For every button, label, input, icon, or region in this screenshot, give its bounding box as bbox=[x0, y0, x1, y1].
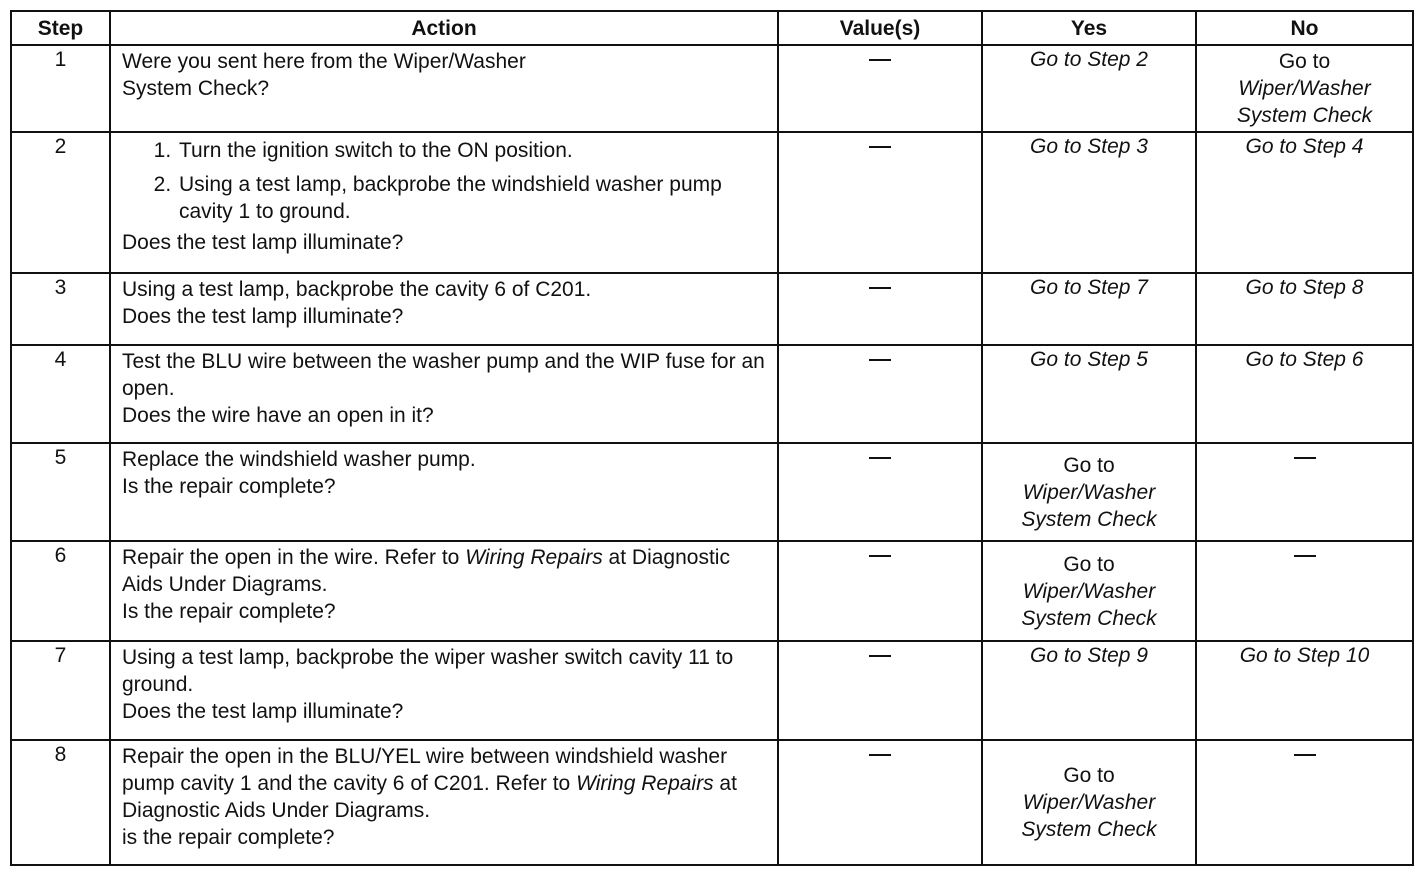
diagnostic-table-sheet bbox=[10, 10, 1414, 866]
no-cell: Go to Step 10 bbox=[1196, 641, 1413, 740]
yes-link-line2: System Check bbox=[1021, 606, 1157, 630]
action-cell bbox=[110, 345, 778, 443]
value-cell bbox=[778, 740, 982, 865]
header-action: Action bbox=[110, 11, 778, 45]
action-text: Were you sent here from the Wiper/Washer System Check? bbox=[122, 50, 526, 100]
value-cell bbox=[778, 443, 982, 541]
header-yes: Yes bbox=[982, 11, 1196, 45]
action-step-item: 1. Turn the ignition switch to the ON position. bbox=[177, 137, 769, 164]
yes-link-line2: System Check bbox=[1021, 507, 1157, 531]
yes-link-line1: Wiper/Washer bbox=[1022, 791, 1156, 814]
action-question: Does the test lamp illuminate? bbox=[122, 231, 404, 254]
yes-goto: Go to bbox=[1063, 552, 1115, 576]
action-text: Using a test lamp, backprobe the wiper washer switch cavity 11 to ground. bbox=[122, 646, 734, 696]
table-row bbox=[11, 273, 1413, 345]
no-dash bbox=[1294, 754, 1316, 756]
wiring-repairs-ref: Wiring Repairs bbox=[465, 546, 603, 569]
table-row bbox=[11, 345, 1413, 443]
value-dash bbox=[869, 655, 891, 657]
action-text: Test the BLU wire between the washer pump and the WIP fuse for an open. bbox=[122, 350, 765, 400]
action-text: Repair the open in the wire. Refer to Wiring Repairs at Diagnostic Aids Under Diagrams. bbox=[122, 546, 730, 596]
no-cell bbox=[1196, 541, 1413, 641]
action-cell bbox=[110, 740, 778, 865]
no-goto: Go to bbox=[1278, 50, 1331, 73]
action-question: Is the repair complete? bbox=[122, 600, 336, 623]
yes-cell: Go to Step 7 bbox=[982, 273, 1196, 345]
step-number: 8 bbox=[11, 740, 110, 865]
action-question: Does the test lamp illuminate? bbox=[122, 700, 404, 723]
step-number: 6 bbox=[11, 541, 110, 641]
no-cell bbox=[1196, 740, 1413, 865]
no-cell: Go to Step 6 bbox=[1196, 345, 1413, 443]
no-cell: Go to Step 4 bbox=[1196, 132, 1413, 273]
yes-cell bbox=[982, 443, 1196, 541]
wiring-repairs-ref: Wiring Repairs bbox=[576, 772, 714, 795]
yes-link-line1: Wiper/Washer bbox=[1022, 480, 1156, 504]
step-number: 5 bbox=[11, 443, 110, 541]
no-cell bbox=[1196, 45, 1413, 132]
yes-cell: Go to Step 9 bbox=[982, 641, 1196, 740]
yes-cell bbox=[982, 740, 1196, 865]
action-cell bbox=[110, 45, 778, 132]
no-cell: Go to Step 8 bbox=[1196, 273, 1413, 345]
header-no: No bbox=[1196, 11, 1413, 45]
no-link-line2: System Check bbox=[1236, 104, 1373, 127]
table-row bbox=[11, 132, 1413, 273]
table-row bbox=[11, 641, 1413, 740]
step-number: 3 bbox=[11, 273, 110, 345]
value-dash bbox=[869, 359, 891, 361]
no-dash bbox=[1294, 555, 1316, 557]
yes-cell bbox=[982, 541, 1196, 641]
step-number: 1 bbox=[11, 45, 110, 132]
action-text: Repair the open in the BLU/YEL wire between windshield washer pump cavity 1 and the cavity 6 of C201. Refer to Wiring Repairs at Diagnostic Aids Under Diagrams. bbox=[122, 745, 737, 822]
value-dash bbox=[869, 146, 891, 148]
header-row bbox=[11, 11, 1413, 45]
no-cell bbox=[1196, 443, 1413, 541]
step-number: 7 bbox=[11, 641, 110, 740]
no-link-line1: Wiper/Washer bbox=[1238, 77, 1371, 100]
value-cell bbox=[778, 132, 982, 273]
action-step-item: 2. Using a test lamp, backprobe the windshield washer pump cavity 1 to ground. bbox=[177, 171, 769, 225]
yes-link-line2: System Check bbox=[1021, 818, 1157, 841]
yes-goto: Go to bbox=[1063, 453, 1115, 477]
action-question: is the repair complete? bbox=[122, 826, 335, 849]
action-cell bbox=[110, 641, 778, 740]
value-cell bbox=[778, 45, 982, 132]
no-dash bbox=[1294, 457, 1316, 459]
action-text: Replace the windshield washer pump. bbox=[122, 448, 476, 471]
yes-cell: Go to Step 2 bbox=[982, 45, 1196, 132]
yes-cell: Go to Step 3 bbox=[982, 132, 1196, 273]
value-cell bbox=[778, 541, 982, 641]
action-text: Using a test lamp, backprobe the cavity 6 of C201. bbox=[122, 278, 592, 301]
table-row bbox=[11, 443, 1413, 541]
value-dash bbox=[869, 457, 891, 459]
action-steps-list bbox=[122, 137, 769, 225]
table-row bbox=[11, 45, 1413, 132]
action-cell bbox=[110, 541, 778, 641]
yes-cell: Go to Step 5 bbox=[982, 345, 1196, 443]
value-dash bbox=[869, 555, 891, 557]
value-cell bbox=[778, 641, 982, 740]
table-row bbox=[11, 740, 1413, 865]
header-step: Step bbox=[11, 11, 110, 45]
action-question: Is the repair complete? bbox=[122, 475, 336, 498]
action-question: Does the wire have an open in it? bbox=[122, 404, 434, 427]
diagnostic-table bbox=[10, 10, 1414, 866]
value-dash bbox=[869, 754, 891, 756]
action-cell bbox=[110, 273, 778, 345]
table-row bbox=[11, 541, 1413, 641]
value-dash bbox=[869, 287, 891, 289]
yes-link-line1: Wiper/Washer bbox=[1022, 579, 1156, 603]
action-cell bbox=[110, 132, 778, 273]
header-values: Value(s) bbox=[778, 11, 982, 45]
value-cell bbox=[778, 273, 982, 345]
step-number: 2 bbox=[11, 132, 110, 273]
action-cell bbox=[110, 443, 778, 541]
value-cell bbox=[778, 345, 982, 443]
yes-goto: Go to bbox=[1063, 764, 1115, 787]
value-dash bbox=[869, 59, 891, 61]
step-number: 4 bbox=[11, 345, 110, 443]
action-question: Does the test lamp illuminate? bbox=[122, 305, 404, 328]
